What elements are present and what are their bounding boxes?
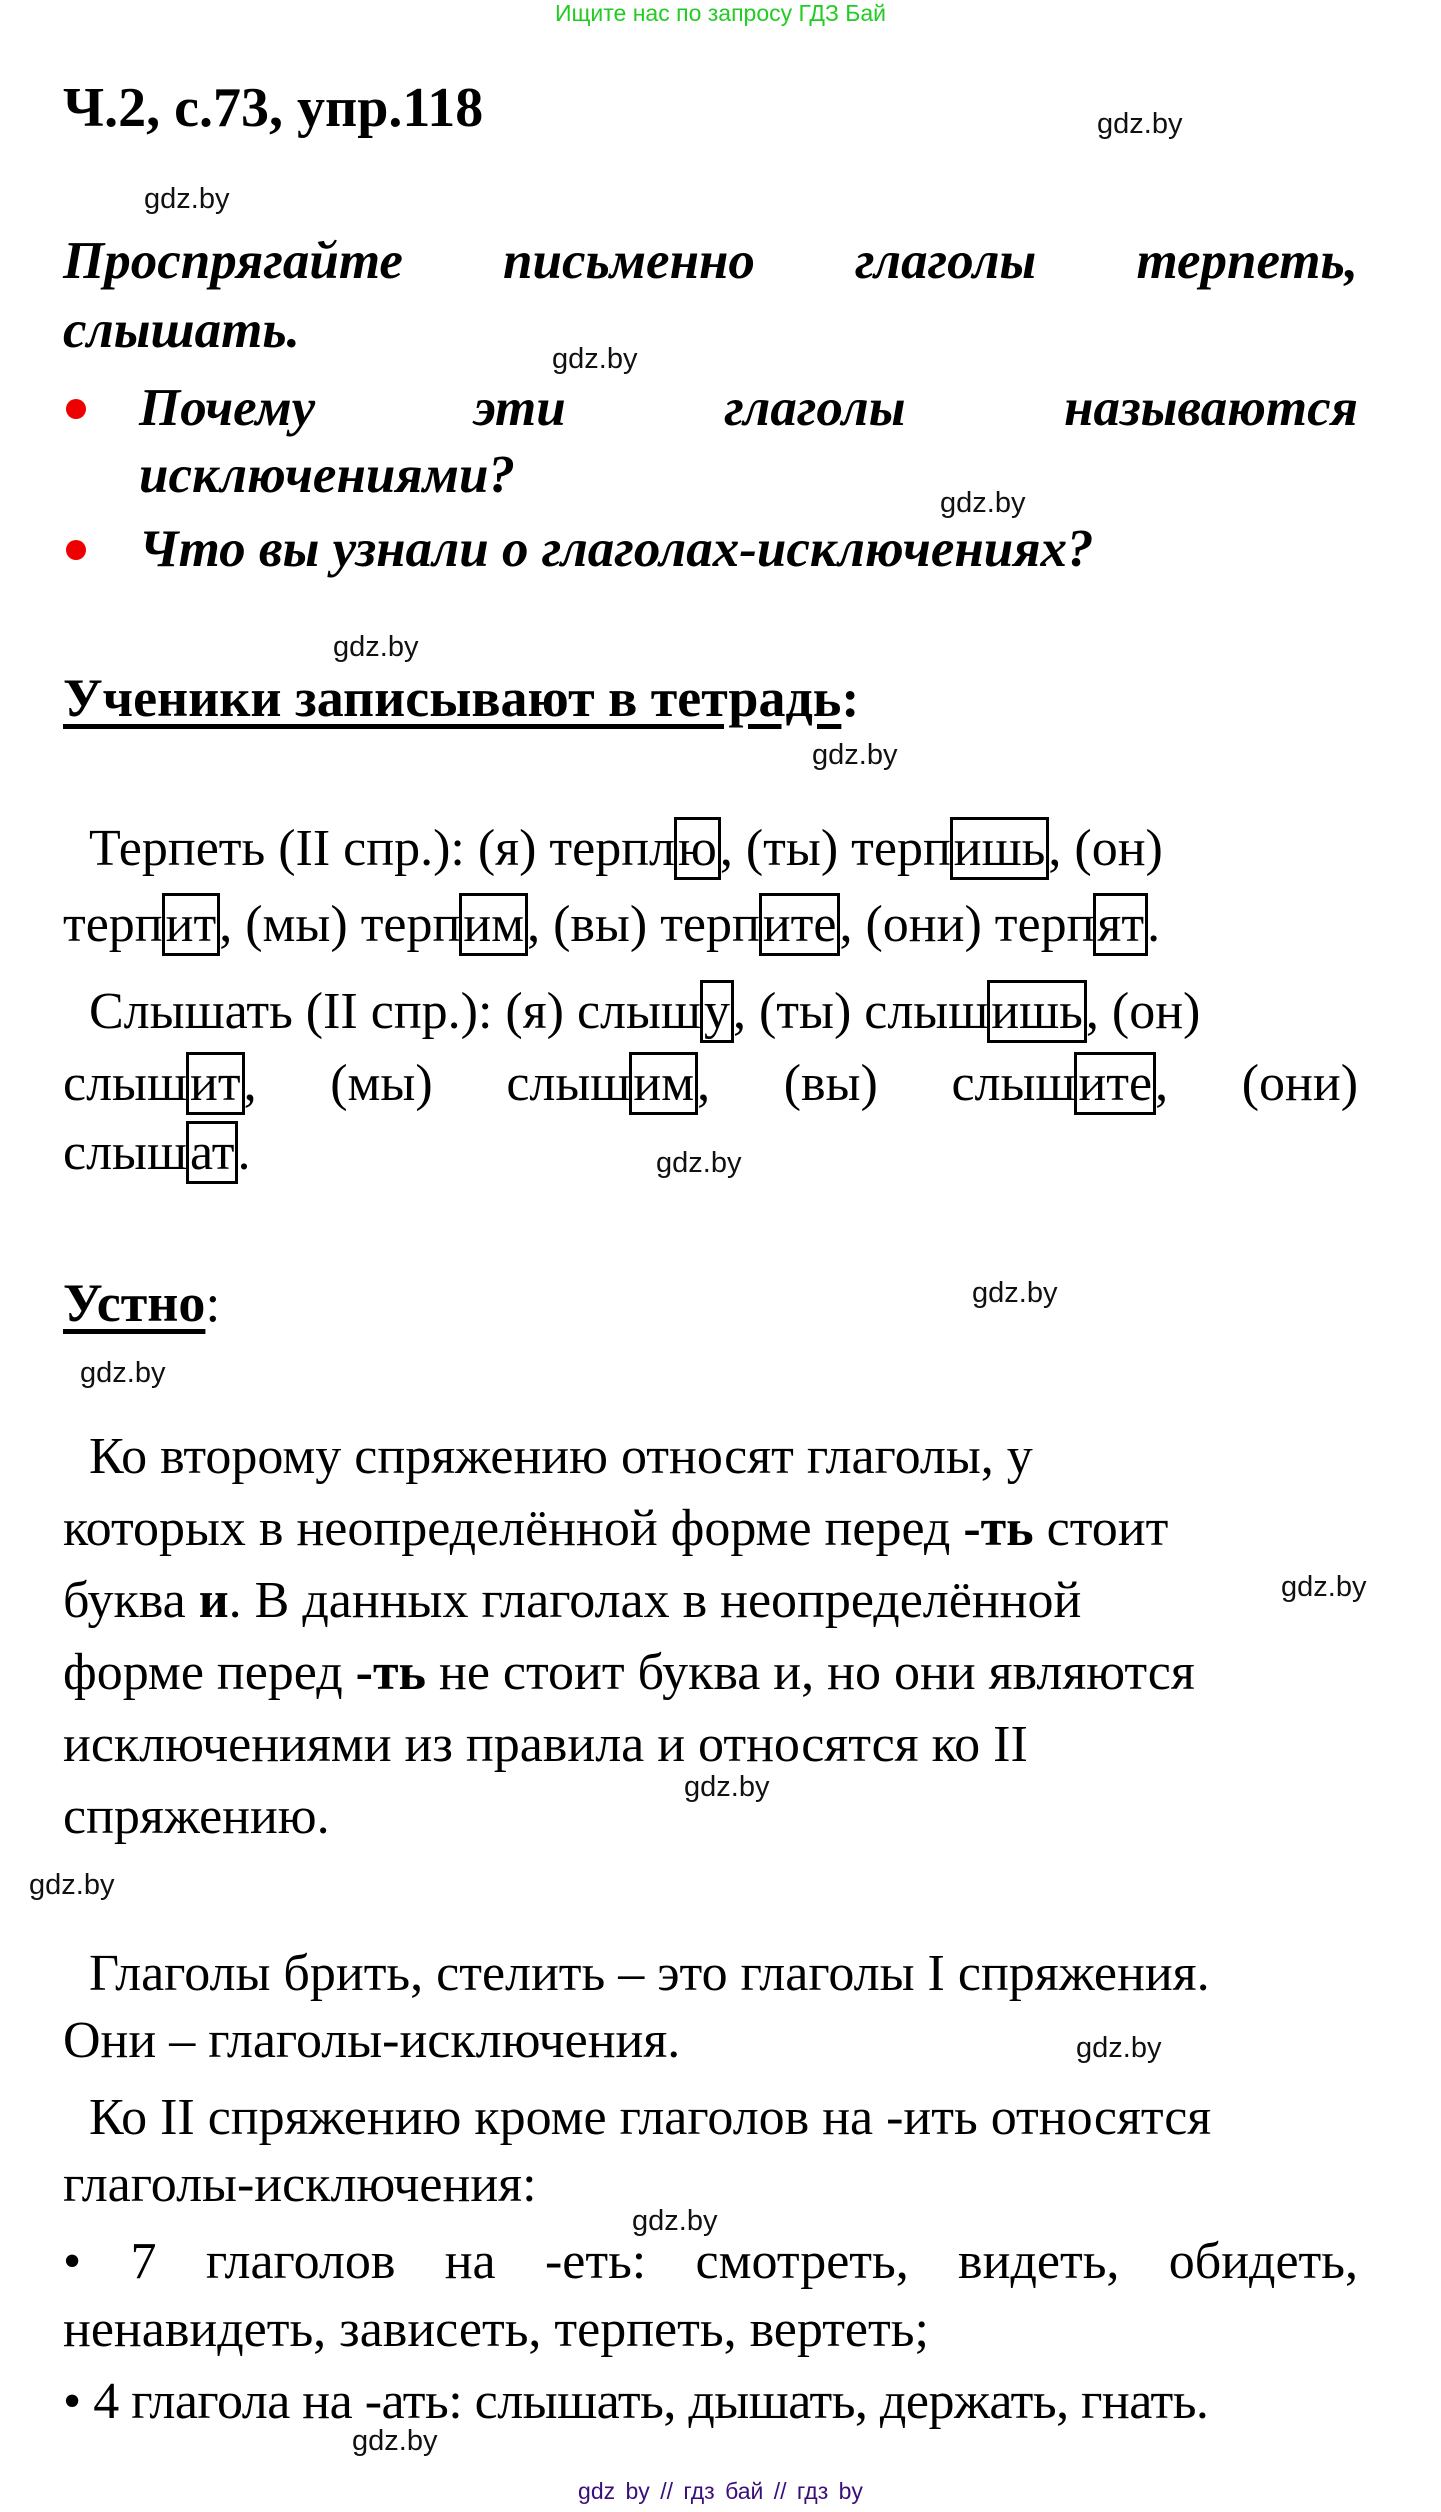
watermark: gdz.by — [812, 739, 898, 771]
oral-p1-line: спряжению. — [63, 1788, 330, 1845]
conjugation-terpet-line2: терпит, (мы) терпим, (вы) терпите, (они) терпят. — [63, 893, 1358, 957]
oral-p2-line: Глаголы брить, стелить – это глаголы I спряжения. — [89, 1945, 1210, 2002]
oral-p1-line: исключениями из правила и относятся ко II — [63, 1716, 1028, 1773]
ending-box: ит — [186, 1052, 245, 1115]
oral-p1-line: форме перед -ть не стоит буква и, но они являются — [63, 1644, 1195, 1701]
watermark: gdz.by — [1097, 108, 1183, 140]
ending-box: ю — [674, 817, 721, 880]
oral-p3-line: глаголы-исключения: — [63, 2156, 537, 2213]
search-banner: Ищите нас по запросу ГДЗ Бай — [554, 0, 887, 26]
watermark: gdz.by — [552, 343, 638, 375]
oral-p2-line: Они – глаголы-исключения. — [63, 2012, 681, 2069]
ending-box: у — [700, 980, 734, 1043]
list-item-eet-verbs: • 7 глаголов на -еть: смотреть, видеть, обидеть, — [63, 2233, 1358, 2290]
oral-p1-line: которых в неопределённой форме перед -ть стоит — [63, 1500, 1169, 1557]
question-1-cont: исключениями? — [139, 446, 515, 504]
ending-box: ишь — [987, 980, 1087, 1043]
watermark: gdz.by — [632, 2205, 718, 2237]
conjugation-terpet-line1: Терпеть (II спр.): (я) терплю, (ты) терпишь, (он) — [63, 817, 1358, 881]
ending-box: ят — [1093, 893, 1148, 956]
question-1: Почему эти глаголы называются — [139, 379, 1358, 437]
conjugation-slyshat-line1: Слышать (II спр.): (я) слышу, (ты) слышишь, (он) — [63, 980, 1358, 1044]
written-heading: Ученики записывают в тетрадь: — [63, 668, 860, 728]
oral-heading: Устно: — [63, 1273, 221, 1333]
task-line: Проспрягайте письменно глаголы терпеть, — [63, 232, 1358, 290]
footer-links: gdz by // гдз бай // гдз by — [578, 2478, 863, 2504]
conjugation-slyshat-line3: слышат. — [63, 1121, 1358, 1185]
list-item-at-verbs: • 4 глагола на -ать: слышать, дышать, держать, гнать. — [63, 2373, 1209, 2430]
watermark: gdz.by — [29, 1869, 115, 1901]
task-line: слышать. — [63, 301, 300, 359]
page-title: Ч.2, с.73, упр.118 — [63, 77, 484, 139]
watermark: gdz.by — [684, 1771, 770, 1803]
watermark: gdz.by — [144, 183, 230, 215]
ending-box: ите — [759, 893, 841, 956]
ending-box: ишь — [950, 817, 1050, 880]
bullet-icon — [66, 399, 86, 419]
bullet-icon — [66, 540, 86, 560]
oral-p1-line: Ко второму спряжению относят глаголы, у — [89, 1428, 1033, 1485]
ending-box: им — [629, 1052, 698, 1115]
oral-p1-line: буква и. В данных глаголах в неопределённой — [63, 1572, 1082, 1629]
question-2: Что вы узнали о глаголах-исключениях? — [139, 520, 1094, 578]
watermark: gdz.by — [940, 487, 1026, 519]
watermark: gdz.by — [80, 1357, 166, 1389]
watermark: gdz.by — [1281, 1571, 1367, 1603]
watermark: gdz.by — [352, 2425, 438, 2457]
ending-box: ите — [1074, 1052, 1156, 1115]
list-item-eet-verbs-cont: ненавидеть, зависеть, терпеть, вертеть; — [63, 2301, 929, 2358]
conjugation-slyshat-line2: слышит, (мы) слышим, (вы) слышите, (они) — [63, 1052, 1358, 1116]
ending-box: ит — [162, 893, 221, 956]
watermark: gdz.by — [1076, 2032, 1162, 2064]
watermark: gdz.by — [656, 1147, 742, 1179]
oral-p3-line: Ко II спряжению кроме глаголов на -ить относятся — [89, 2089, 1212, 2146]
watermark: gdz.by — [972, 1277, 1058, 1309]
ending-box: ат — [186, 1121, 238, 1184]
watermark: gdz.by — [333, 631, 419, 663]
ending-box: им — [459, 893, 528, 956]
